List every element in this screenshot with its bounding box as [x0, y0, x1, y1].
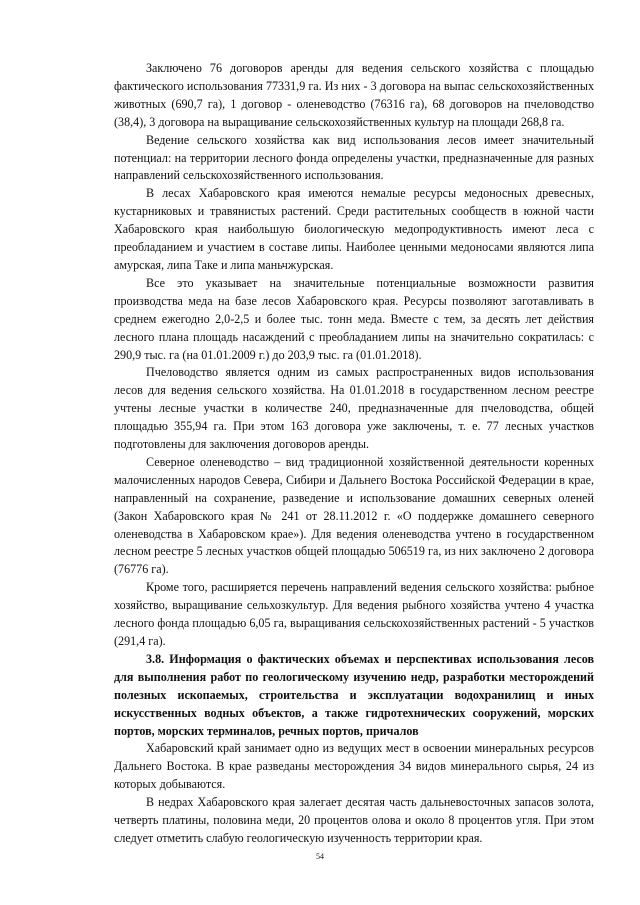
paragraph-beekeeping: Пчеловодство является одним из самых распространенных видов использования лесов для ведения сельского хозяйства. На 01.01.2018 в государственном лесном реестре учтены лесные участки в количестве 240, предназначенные для пчеловодства, общей площадью 355,94 га. При этом 163 договора уже заключены, т. е. 77 лесных участков подготовлены для заключения договоров аренды. — [114, 365, 594, 452]
paragraph-reindeer-herding: Северное оленеводство – вид традиционной хозяйственной деятельности коренных малочисленных народов Севера, Сибири и Дальнего Востока Российской Федерации в крае, направленный на сохранение, разведение и использование домашних северных оленей (Закон Хабаровского края № 241 от 28.11.2012 г. «О поддержке домашнего северного оленеводства в Хабаровском крае»). Для ведения оленеводства учтено в государственном лесном реестре 5 лесных участков общей площадью 506519 га, из них заключено 2 договора (76776 га). — [114, 454, 594, 577]
paragraph-lease-agreements: Заключено 76 договоров аренды для ведения сельского хозяйства с площадью фактического использования 77331,9 га. Из них - 3 договора на выпас сельскохозяйственных животных (690,7 га), 1 договор - оленеводство (76316 га), 68 договоров на пчеловодство (38,4), 3 договора на выращивание сельскохозяйственных культур на площади 268,8 га. — [114, 61, 594, 129]
paragraph-geology-reserves: В недрах Хабаровского края залегает десятая часть дальневосточных запасов золота, четверть платины, половина меди, 20 процентов олова и около 8 процентов угля. При этом следует отметить слабую геологическую изученность территории края. — [114, 795, 594, 845]
paragraph-honey-plants: В лесах Хабаровского края имеются немалые ресурсы медоносных древесных, кустарниковых и травянистых растений. Среди растительных сообществ в южной части Хабаровского края наибольшую биологическую медопродуктивность имеют леса с преобладанием и участием в составе липы. Наиболее ценными медоносами являются липа амурская, липа Таке и липа маньчжурская. — [114, 186, 594, 272]
paragraph-honey-production: Все это указывает на значительные потенциальные возможности развития производства меда на базе лесов Хабаровского края. Ресурсы позволяют заготавливать в среднем ежегодно 2,0-2,5 и более тыс. тонн меда. Вместе с тем, за десять лет действия лесного плана площадь насаждений с преобладанием липы на значительно сократилась: с 290,9 тыс. га (на 01.01.2009 г.) до 203,9 тыс. га (01.01.2018). — [114, 275, 594, 362]
paragraph-mineral-resources: Хабаровский край занимает одно из ведущих мест в освоении минеральных ресурсов Дальнего Востока. В крае разведаны месторождения 34 видов минерального сырья, 24 из которых добываются. — [114, 741, 594, 792]
page-number: 54 — [316, 852, 324, 861]
section-heading: 3.8. Информация о фактических объемах и перспективах использования лесов для выполнения работ по геологическому изучению недр, разработки месторождений полезных ископаемых, строительства и эксплуатации водохранилищ и иных искусственных водных объектов, а также гидротехнических сооружений, морских портов, морских терминалов, речных портов, причалов — [114, 651, 594, 738]
body-text — [114, 60, 594, 848]
paragraph-fish-farming: Кроме того, расширяется перечень направлений ведения сельского хозяйства: рыбное хозяйство, выращивание сельхозкультур. Для ведения рыбного хозяйства учтено 4 участка лесного фонда площадью 6,05 га, выращивания сельскохозяйственных растений - 5 участков (291,4 га). — [114, 580, 594, 648]
paragraph-agriculture-potential: Ведение сельского хозяйства как вид использования лесов имеет значительный потенциал: на территории лесного фонда определены участки, предназначенные для разных направлений сельскохозяйственного использования. — [114, 132, 594, 183]
